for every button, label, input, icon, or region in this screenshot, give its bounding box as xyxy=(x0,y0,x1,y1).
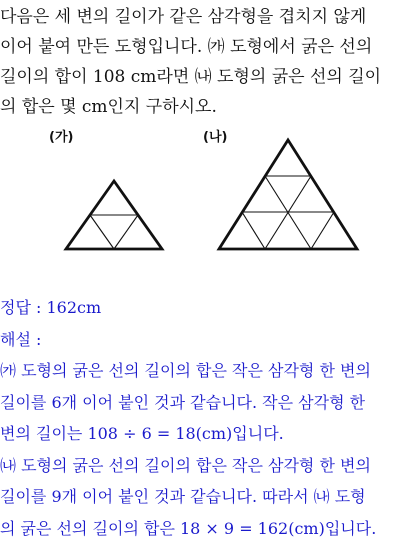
explanation-line-2: 길이를 6개 이어 붙인 것과 같습니다. 작은 삼각형 한 xyxy=(0,387,400,419)
answer-value: 정답 : 162cm xyxy=(0,292,400,324)
ga-inner-line xyxy=(114,215,138,249)
figure-na-outline xyxy=(219,140,357,249)
figure-na xyxy=(219,140,357,249)
figure-ga xyxy=(66,181,162,249)
question-line-1: 다음은 세 변의 길이가 같은 삼각형을 겹치지 않게 xyxy=(0,2,400,32)
explanation-line-3: 변의 길이는 108 ÷ 6 = 18(cm)입니다. xyxy=(0,418,400,450)
explanation-heading: 해설 : xyxy=(0,324,400,356)
explanation-line-1: ㈎ 도형의 굵은 선의 길이의 합은 작은 삼각형 한 변의 xyxy=(0,355,400,387)
explanation-line-6: 의 굵은 선의 길이의 합은 18 × 9 = 162(cm)입니다. xyxy=(0,513,400,544)
question-line-4: 의 합은 몇 cm인지 구하시오. xyxy=(0,92,400,122)
figure-label-na: (나) xyxy=(203,126,227,145)
figure-na-inner-lines xyxy=(242,176,334,249)
explanation-line-4: ㈏ 도형의 굵은 선의 길이의 합은 작은 삼각형 한 변의 xyxy=(0,450,400,482)
figure-label-ga: (가) xyxy=(49,126,73,145)
ga-inner-line xyxy=(90,215,114,249)
question-line-3: 길이의 합이 108 cm라면 ㈏ 도형의 굵은 선의 길이 xyxy=(0,62,400,92)
answer-section xyxy=(0,292,400,544)
figure-ga-inner-lines xyxy=(90,215,138,249)
na-inner-line xyxy=(242,212,265,249)
explanation-line-5: 길이를 9개 이어 붙인 것과 같습니다. 따라서 ㈏ 도형 xyxy=(0,481,400,513)
question-line-2: 이어 붙여 만든 도형입니다. ㈎ 도형에서 굵은 선의 xyxy=(0,32,400,62)
na-inner-line xyxy=(311,212,334,249)
